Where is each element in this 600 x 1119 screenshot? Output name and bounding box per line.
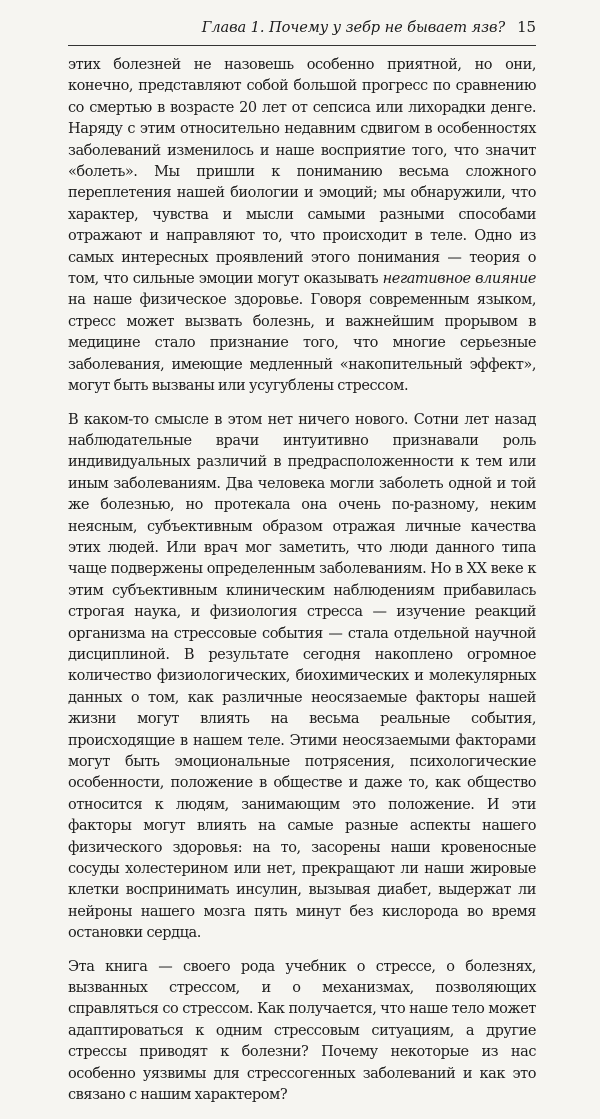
chapter-title: Глава 1. Почему у зебр не бывает язв?	[201, 18, 506, 36]
running-header	[66, 12, 536, 42]
paragraph-1-emphasis: негативное влияние	[382, 271, 537, 288]
paragraph-2	[68, 410, 536, 945]
paragraph-1-text: этих болезней не назовешь особенно приятной, но они, конечно, представляют собой большой прогресс по сравнению со смертью в возрасте 20 лет от сепсиса или лихорадки денге. Наряду с этим относительно недавним сдвигом в особенностях заболеваний изменилось и наше восприятие того, что значит «болеть». Мы пришли к пониманию весьма сложного переплетения нашей биологии и эмоций; мы обнаружили, что характер, чувства и мысли самыми разными способами отражают и направляют то, что происходит в теле. Одно из самых интересных проявлений этого понимания — теория о том, что сильные эмоции могут оказывать	[68, 57, 536, 288]
paragraph-1	[68, 55, 536, 398]
paragraph-2-text: В каком-то смысле в этом нет ничего нового. Сотни лет назад наблюдательные врачи интуитивно признавали роль индивидуальных различий в предрасположенности к тем или иным заболеваниям. Два человека могли заболеть одной и той же болезнью, но протекала она очень по-разному, неким неясным, субъективным образом отражая личные качества этих людей. Или врач мог заметить, что люди данного типа чаще подвержены определенным заболеваниям. Но в XX веке к этим субъективным клиническим наблюдениям прибавилась строгая наука, и физиология стресса — изучение реакций организма на стрессовые события — стала отдельной научной дисциплиной. В результате сегодня накоплено огромное количество физиологических, биохимических и молекулярных данных о том, как различные неосязаемые факторы нашей жизни могут влиять на весьма реальные события, происходящие в нашем теле. Этими неосязаемыми факторами могут быть эмоциональные потрясения, психологические особенности, положение в обществе и даже то, как общество относится к людям, занимающим это положение. И эти факторы могут влиять на самые разные аспекты нашего физического здоровья: на то, засорены наши кровеносные сосуды холестерином или нет, прекращают ли наши жировые клетки воспринимать инсулин, вызывая диабет, выдержат ли нейроны нашего мозга пять минут без кислорода во время остановки сердца.	[68, 411, 536, 942]
paragraph-3-text: Эта книга — своего рода учебник о стрессе, о болезнях, вызванных стрессом, и о механизмах, позволяющих справляться со стрессом. Как получается, что наше тело может адаптироваться к одним стрессовым ситуациям, а другие стрессы приводят к болезни? Почему некоторые из нас особенно уязвимы для стрессогенных заболеваний и как это связано с нашим характером?	[68, 958, 536, 1104]
paragraph-1-text-after: на наше физическое здоровье. Говоря современным языком, стресс может вызвать болезнь, и важнейшим прорывом в медицине стало признание того, что многие серьезные заболевания, имеющие медленный «накопительный эффект», могут быть вызваны или усугублены стрессом.	[68, 292, 536, 395]
paragraph-3	[68, 957, 536, 1107]
header-rule	[68, 45, 536, 46]
page-number: 15	[517, 18, 536, 36]
body-text	[68, 55, 536, 1119]
